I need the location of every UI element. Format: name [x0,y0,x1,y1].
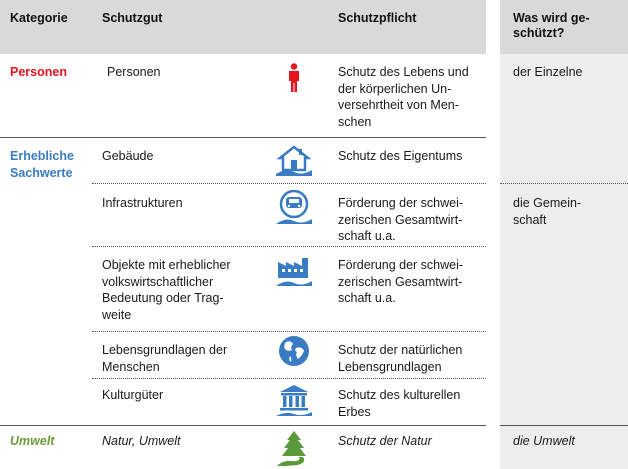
was-personen: der Einzelne [513,65,583,79]
schutzgut-personen: Personen [107,65,161,79]
tree-road-icon [277,430,311,466]
temple-icon [276,384,312,416]
schutzpflicht-personen: Schutz des Lebens und der körperlichen Un- versehrtheit von Men- schen [338,65,469,129]
right-column-bg [500,54,628,469]
table-header [0,0,486,54]
was-infrastrukturen: die Gemein- schaft [513,196,582,227]
schutzgut-natur-umwelt: Natur, Umwelt [102,434,181,448]
schutzpflicht-infrastrukturen: Förderung der schwei- zerischen Gesamtwirt- schaft u.a. [338,196,464,243]
factory-icon [276,254,312,286]
schutzgut-objekte: Objekte mit erheblicher volkswirtschaftlicher Bedeutung oder Trag- weite [102,258,231,322]
house-icon [276,144,312,176]
header-was-wird-geschuetzt: Was wird ge- schützt? [513,11,590,40]
header-schutzgut: Schutzgut [102,11,163,25]
separator [500,183,628,184]
category-personen: Personen [10,65,67,79]
schutzpflicht-gebaeude: Schutz des Eigentums [338,149,463,163]
schutzgut-gebaeude: Gebäude [102,149,154,163]
separator [0,137,486,138]
was-umwelt: die Umwelt [513,434,575,448]
separator [92,331,486,332]
category-umwelt: Umwelt [10,434,55,448]
separator [92,246,486,247]
separator [92,183,486,184]
schutzpflicht-lebensgrundlagen: Schutz der natürlichen Lebensgrundlagen [338,343,463,374]
separator [92,378,486,379]
schutzpflicht-kulturgueter: Schutz des kulturellen Erbes [338,388,461,419]
header-kategorie: Kategorie [10,11,68,25]
schutzgut-infrastrukturen: Infrastrukturen [102,196,183,210]
globe-icon [277,334,311,368]
train-icon [276,190,312,224]
schutzpflicht-natur: Schutz der Natur [338,434,432,448]
schutzgut-lebensgrundlagen: Lebensgrundlagen der Menschen [102,343,228,374]
header-schutzpflicht: Schutzpflicht [338,11,417,25]
separator [0,425,486,426]
schutzgut-kulturgueter: Kulturgüter [102,388,164,402]
category-erhebliche-sachwerte: Erhebliche Sachwerte [10,149,74,180]
schutzpflicht-objekte: Förderung der schwei- zerischen Gesamtwirt- schaft u.a. [338,258,464,305]
separator [500,425,628,426]
person-icon [287,63,301,93]
